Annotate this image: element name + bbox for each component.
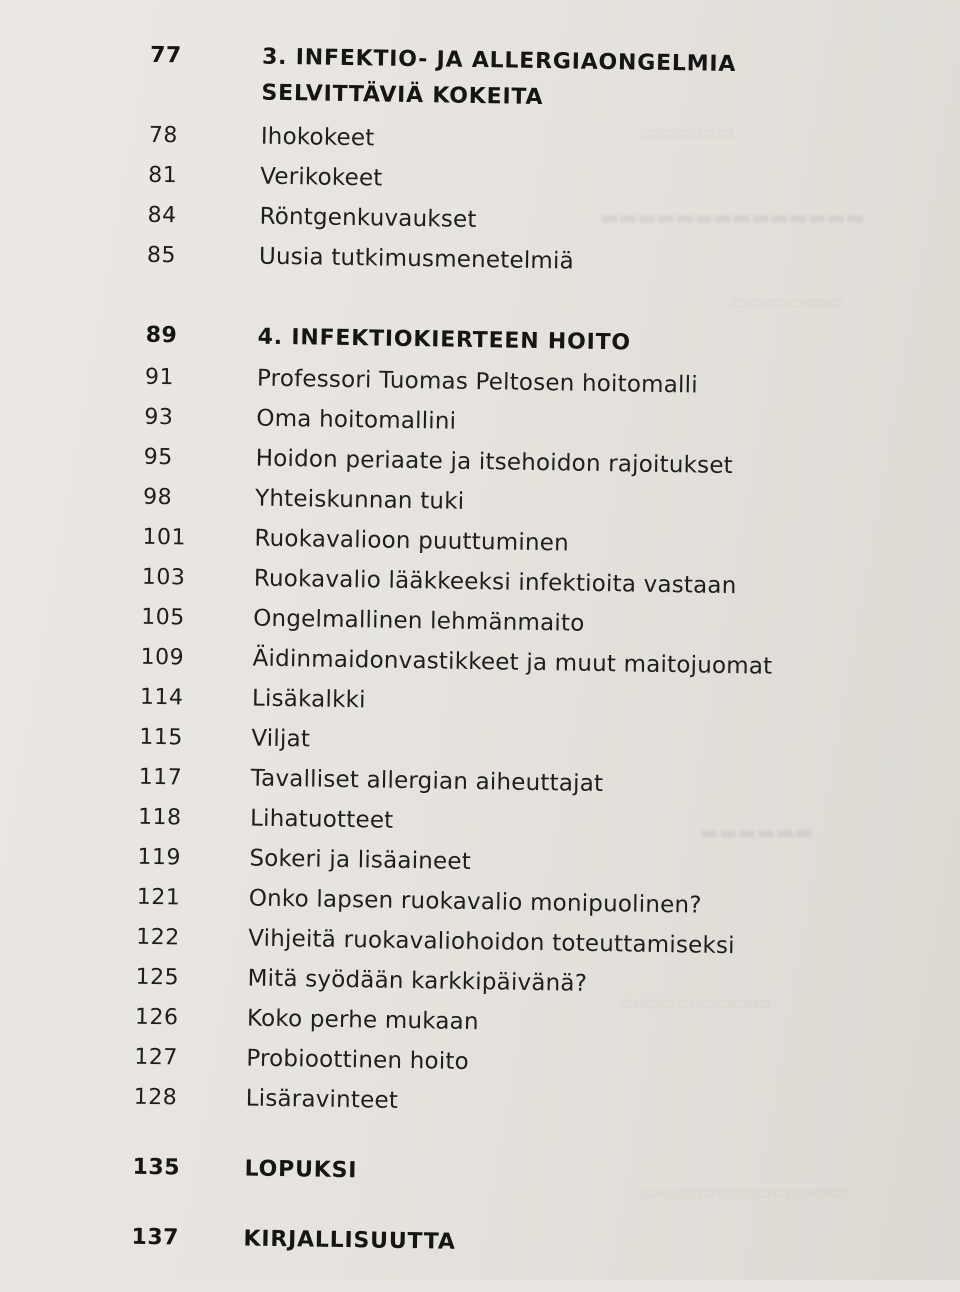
section-title: Ihokokeet <box>260 123 375 152</box>
toc-entry-row <box>144 400 456 439</box>
section-title: Onko lapsen ruokavalio monipuolinen? <box>248 885 702 919</box>
toc-entry-row <box>142 560 737 603</box>
section-title: Sokeri ja lisäaineet <box>249 845 472 875</box>
section-title: Vihjeitä ruokavaliohoidon toteuttamiseksi <box>248 925 735 960</box>
section-title: Yhteiskunnan tuki <box>254 485 465 515</box>
page-number: 91 <box>144 364 175 390</box>
toc-entry-row <box>145 360 698 403</box>
show-through-text: ▭▭▭▭▭▭ <box>730 290 844 314</box>
page-number: 128 <box>133 1084 178 1110</box>
show-through-text: ▬▬▬▬▬▬▬▬▬▬▬▬▬▬ <box>600 205 865 229</box>
section-title: Probioottinen hoito <box>246 1045 470 1075</box>
toc-entry-row <box>147 238 574 279</box>
toc-entry-row <box>140 680 366 718</box>
section-title: Ruokavalio lääkkeeksi infektioita vastaan <box>253 565 737 600</box>
page-number: 114 <box>139 684 184 710</box>
page-number: 127 <box>134 1044 179 1070</box>
toc-entry-row <box>139 720 310 757</box>
page-number: 125 <box>135 964 180 990</box>
chapter-title: KIRJALLISUUTTA <box>243 1225 456 1255</box>
page-number: 89 <box>145 322 178 348</box>
page-number: 103 <box>141 564 186 590</box>
toc-entry-row <box>135 1000 479 1039</box>
show-through-text: ▭▭▭▭▭▭▭▭▭▭▭ <box>640 1180 848 1204</box>
section-title: Röntgenkuvaukset <box>259 203 477 233</box>
page-number: 101 <box>142 524 187 550</box>
toc-entry-row <box>143 440 733 483</box>
toc-entry-row <box>147 198 477 237</box>
show-through-text: ▭▭▭▭▭▭▭▭ <box>620 990 772 1014</box>
section-title: Verikokeet <box>259 163 383 192</box>
toc-heading-row <box>132 1150 357 1188</box>
toc-entry-row <box>149 118 375 156</box>
section-title: Koko perhe mukaan <box>246 1005 479 1036</box>
section-title: Ruokavalioon puuttuminen <box>254 525 570 557</box>
section-title: Lisäkalkki <box>251 685 366 714</box>
page-number: 126 <box>134 1004 179 1030</box>
page-number: 117 <box>138 764 183 790</box>
toc-entry-row <box>138 800 394 838</box>
page-number: 137 <box>131 1224 180 1250</box>
section-title: Mitä syödään karkkipäivänä? <box>247 965 588 997</box>
toc-entry-row <box>133 1080 398 1118</box>
toc-entry-row <box>148 158 383 196</box>
section-title: Lihatuotteet <box>249 805 394 834</box>
toc-heading-row <box>149 74 543 114</box>
toc-entry-row <box>138 760 603 801</box>
toc-entry-row <box>137 840 471 879</box>
page-number: 115 <box>139 724 184 750</box>
toc-entry-row <box>136 920 735 963</box>
toc-heading-row <box>145 318 631 360</box>
show-through-text: ▬▬▬▬▬▬ <box>700 820 814 844</box>
page-number <box>150 91 262 93</box>
page-number: 109 <box>140 644 185 670</box>
section-title: Oma hoitomallini <box>256 405 457 435</box>
chapter-title: LOPUKSI <box>244 1155 358 1183</box>
section-title: Tavalliset allergian aiheuttajat <box>250 765 604 798</box>
page-number: 95 <box>143 444 173 470</box>
page-number: 119 <box>137 844 182 870</box>
section-title: Viljat <box>251 725 311 753</box>
page-number: 135 <box>132 1154 181 1180</box>
section-title: Lisäravinteet <box>245 1085 399 1114</box>
chapter-title: 4. INFEKTIOKIERTEEN HOITO <box>257 324 632 355</box>
section-title: Hoidon periaate ja itsehoidon rajoitukset <box>255 445 734 480</box>
page-number: 98 <box>142 484 173 510</box>
toc-entry-row <box>135 960 587 1001</box>
section-title: Uusia tutkimusmenetelmiä <box>258 243 575 275</box>
page-number: 121 <box>136 884 181 910</box>
toc-entry-row <box>142 520 569 561</box>
toc-entry-row <box>143 480 465 519</box>
page-number: 78 <box>148 122 179 148</box>
section-title: Professori Tuomas Peltosen hoitomalli <box>256 365 699 399</box>
chapter-title: 3. INFEKTIO- JA ALLERGIAONGELMIA <box>261 44 737 77</box>
page-number: 105 <box>141 604 185 630</box>
page-number: 122 <box>136 924 180 950</box>
show-through-text: ▭▭▭▭▭ <box>640 120 735 144</box>
toc-entry-row <box>141 600 585 641</box>
toc-heading-row <box>131 1220 456 1259</box>
toc-entry-row <box>137 880 702 923</box>
toc-entry-row <box>134 1040 469 1079</box>
page-number: 81 <box>147 162 178 188</box>
toc-entry-row <box>140 640 772 684</box>
page-number: 93 <box>144 404 174 430</box>
chapter-title: SELVITTÄVIÄ KOKEITA <box>261 80 544 110</box>
page-number: 77 <box>149 42 182 68</box>
page-number: 85 <box>146 242 177 268</box>
section-title: Äidinmaidonvastikkeet ja muut maitojuomat <box>252 645 773 680</box>
page-number: 84 <box>147 202 177 228</box>
page-number: 118 <box>137 804 182 830</box>
section-title: Ongelmallinen lehmänmaito <box>253 605 585 637</box>
